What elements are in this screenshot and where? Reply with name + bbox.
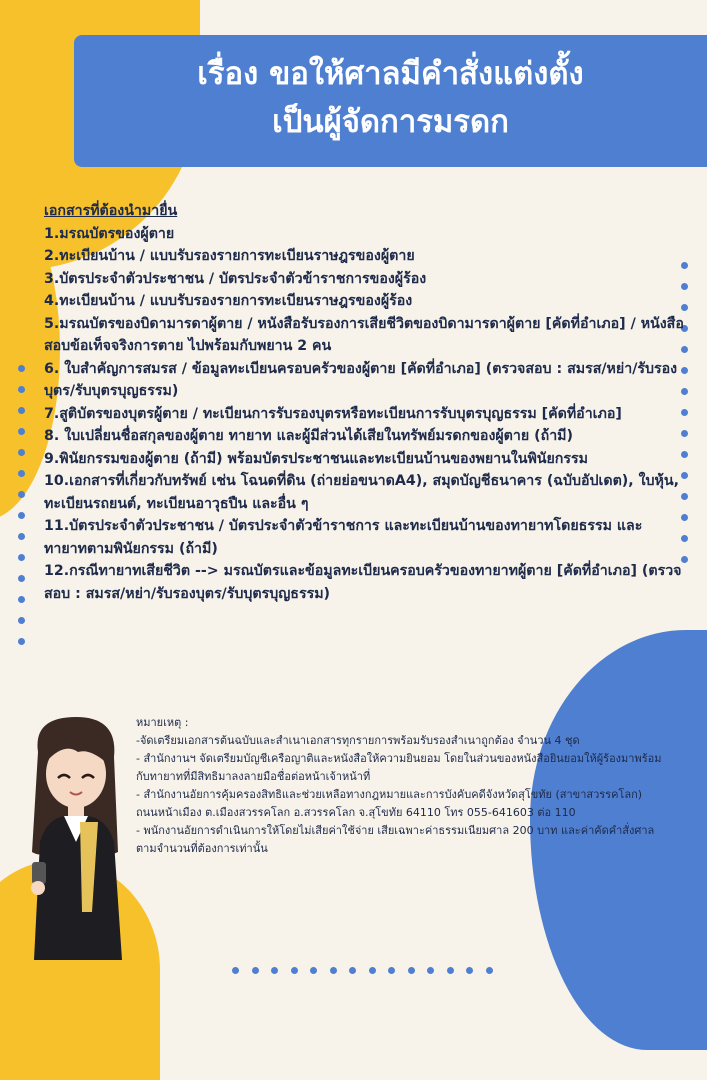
title-line-1: เรื่อง ขอให้ศาลมีคำสั่งแต่งตั้ง — [197, 56, 584, 92]
notes-section — [136, 714, 666, 858]
decor-dot — [427, 967, 434, 974]
notes-heading: หมายเหตุ : — [136, 716, 189, 729]
decor-dot — [18, 470, 25, 477]
note-item: - พนักงานอัยการดำเนินการให้โดยไม่เสียค่าใช้จ่าย เสียเฉพาะค่าธรรมเนียมศาล 200 บาท และค่าคัดคำสั่งศาลตามจำนวนที่ต้องการเท่านั้น — [136, 824, 655, 855]
document-item: 11.บัตรประจำตัวประชาชน / บัตรประจำตัวข้าราชการ และทะเบียนบ้านของทายาทโดยธรรม และทายาทตามพินัยกรรม (ถ้ามี) — [44, 518, 643, 557]
decor-dot — [18, 554, 25, 561]
documents-section — [44, 200, 684, 605]
decor-dot — [349, 967, 356, 974]
decor-dot — [408, 967, 415, 974]
decor-dot — [271, 967, 278, 974]
decor-dot — [18, 533, 25, 540]
document-item: 3.บัตรประจำตัวประชาชน / บัตรประจำตัวข้าราชการของผู้ร้อง — [44, 270, 427, 287]
documents-heading: เอกสารที่ต้องนำมายื่น — [44, 203, 178, 219]
document-item: 1.มรณบัตรของผู้ตาย — [44, 225, 175, 242]
decor-dot — [18, 407, 25, 414]
decor-dot — [18, 449, 25, 456]
decor-dot — [369, 967, 376, 974]
note-item: -จัดเตรียมเอกสารต้นฉบับและสำเนาเอกสารทุกรายการพร้อมรับรองสำเนาถูกต้อง จำนวน 4 ชุด — [136, 734, 580, 747]
decor-dot — [18, 617, 25, 624]
decor-dot — [18, 365, 25, 372]
decor-dot — [18, 575, 25, 582]
decor-dot — [291, 967, 298, 974]
note-item: - สำนักงานฯ จัดเตรียมบัญชีเครือญาติและหนังสือให้ความยินยอม โดยในส่วนของหนังสือยินยอมให้ผู้ร้องมาพร้อมกับทายาทที่มีสิทธิมาลงลายมือชื่อต่อหน้าเจ้าหน้าที่ — [136, 752, 662, 783]
decor-dot — [330, 967, 337, 974]
document-item: 8. ใบเปลี่ยนชื่อสกุลของผู้ตาย ทายาท และผู้มีส่วนได้เสียในทรัพย์มรดกของผู้ตาย (ถ้ามี) — [44, 428, 573, 444]
lawyer-illustration — [18, 712, 136, 962]
document-item: 7.สูติบัตรของบุตรผู้ตาย / ทะเบียนการรับรองบุตรหรือทะเบียนการรับบุตรบุญธรรม [คัดที่อำเภอ] — [44, 405, 622, 422]
decor-dot — [18, 638, 25, 645]
title-line-2: เป็นผู้จัดการมรดก — [272, 104, 509, 140]
decor-dot — [388, 967, 395, 974]
decor-dot — [252, 967, 259, 974]
document-item: 9.พินัยกรรมของผู้ตาย (ถ้ามี) พร้อมบัตรประชาชนและทะเบียนบ้านของพยานในพินัยกรรม — [44, 450, 588, 467]
document-item: 5.มรณบัตรของบิดามารดาผู้ตาย / หนังสือรับรองการเสียชีวิตของบิดามารดาผู้ตาย [คัดที่อำเภอ] / หนังสือสอบข้อเท็จจริงการตาย ไปพร้อมกับพยาน 2 คน — [44, 315, 684, 354]
page-title — [74, 50, 707, 146]
document-item: 2.ทะเบียนบ้าน / แบบรับรองรายการทะเบียนราษฎรของผู้ตาย — [44, 248, 415, 264]
decor-dot — [18, 386, 25, 393]
decor-dot — [18, 428, 25, 435]
decor-dot — [18, 512, 25, 519]
decor-dot — [232, 967, 239, 974]
decor-dot — [18, 491, 25, 498]
decor-dot — [466, 967, 473, 974]
decor-dot — [447, 967, 454, 974]
note-item: - สำนักงานอัยการคุ้มครองสิทธิและช่วยเหลือทางกฎหมายและการบังคับคดีจังหวัดสุโขทัย (สาขาสวรรคโลก) ถนนหน้าเมือง ต.เมืองสวรรคโลก อ.สวรรคโลก จ.สุโขทัย 64110 โทร 055-641603 ต่อ 110 — [136, 788, 643, 819]
document-item: 6. ใบสำคัญการสมรส / ข้อมูลทะเบียนครอบครัวของผู้ตาย [คัดที่อำเภอ] (ตรวจสอบ : สมรส/หย่า/รับรองบุตร/รับบุตรบุญธรรม) — [44, 360, 678, 399]
decor-dot — [310, 967, 317, 974]
decor-dot — [486, 967, 493, 974]
document-item: 12.กรณีทายาทเสียชีวิต --> มรณบัตรและข้อมูลทะเบียนครอบครัวของทายาทผู้ตาย [คัดที่อำเภอ] (ตรวจสอบ : สมรส/หย่า/รับรองบุตร/รับบุตรบุญธรรม) — [44, 563, 682, 602]
decor-dot — [18, 596, 25, 603]
document-item: 10.เอกสารที่เกี่ยวกับทรัพย์ เช่น โฉนดที่ดิน (ถ่ายย่อขนาดA4), สมุดบัญชีธนาคาร (ฉบับอัปเดต), ใบหุ้น, ทะเบียนรถยนต์, ทะเบียนอาวุธปืน และอื่น ๆ — [44, 473, 679, 512]
document-item: 4.ทะเบียนบ้าน / แบบรับรองรายการทะเบียนราษฎรของผู้ร้อง — [44, 293, 413, 309]
